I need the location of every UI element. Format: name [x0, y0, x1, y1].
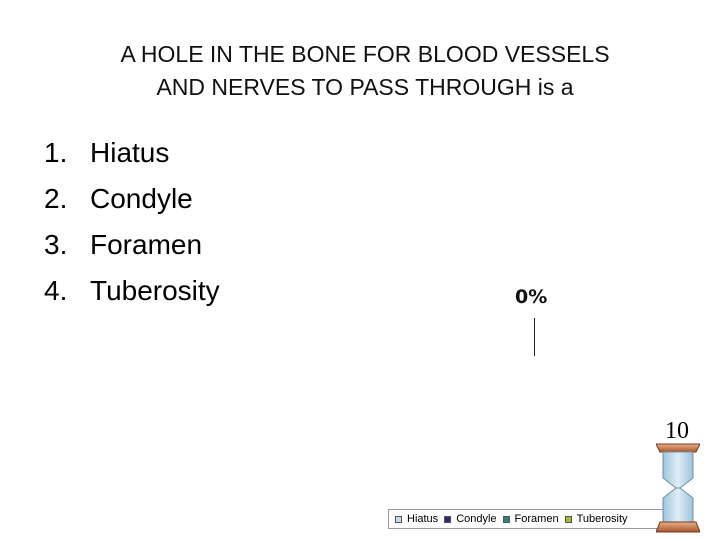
option-number: 1. — [44, 137, 68, 168]
answer-options — [44, 130, 220, 314]
legend-label: Condyle — [456, 513, 497, 525]
option-label: Hiatus — [90, 137, 170, 168]
option-1 — [44, 130, 220, 176]
legend-swatch — [395, 516, 402, 523]
question-line-2: AND NERVES TO PASS THROUGH is a — [156, 74, 574, 100]
option-label: Foramen — [90, 229, 203, 260]
option-4 — [44, 268, 220, 314]
option-label: Tuberosity — [90, 275, 220, 306]
legend-swatch — [503, 516, 510, 523]
question-text — [60, 38, 670, 104]
option-label: Condyle — [90, 183, 193, 214]
option-3 — [44, 222, 220, 268]
hourglass-icon — [656, 442, 700, 534]
legend-label: Foramen — [514, 513, 559, 525]
question-line-1: A HOLE IN THE BONE FOR BLOOD VESSELS — [120, 41, 610, 67]
bar-data-label: 0% — [515, 286, 548, 308]
legend-swatch — [444, 516, 451, 523]
legend-item-hiatus — [395, 513, 438, 525]
legend-label: Hiatus — [407, 513, 439, 525]
legend-swatch — [565, 516, 572, 523]
option-number: 3. — [44, 229, 68, 260]
countdown-number: 10 — [665, 418, 689, 444]
legend-item-foramen — [503, 513, 559, 525]
bar-stem — [534, 318, 535, 356]
option-number: 2. — [44, 183, 68, 214]
chart-legend — [388, 509, 668, 529]
option-number: 4. — [44, 275, 68, 306]
legend-label: Tuberosity — [576, 513, 628, 525]
legend-item-condyle — [444, 513, 496, 525]
option-2 — [44, 176, 220, 222]
legend-item-tuberosity — [565, 513, 628, 525]
